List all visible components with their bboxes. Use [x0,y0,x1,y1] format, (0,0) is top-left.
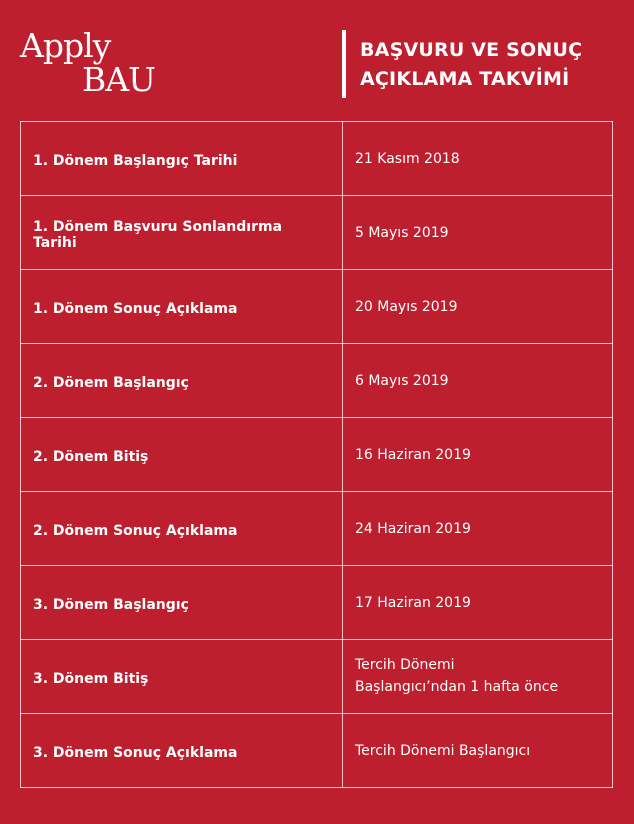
row-value: 21 Kasım 2018 [343,122,613,196]
logo-line-apply: Apply [20,26,111,65]
row-value: 6 Mayıs 2019 [343,344,613,418]
header-divider [342,30,346,98]
table-row [21,122,613,196]
page-title [360,36,620,94]
row-value: 5 Mayıs 2019 [343,196,613,270]
row-value-line-2: Başlangıcı’ndan 1 hafta önce [355,679,559,695]
row-value: Tercih Dönemi Başlangıcı [343,714,613,788]
row-value: 16 Haziran 2019 [343,418,613,492]
row-label: 3. Dönem Başlangıç [21,566,343,640]
row-label: 1. Dönem Başlangıç Tarihi [21,122,343,196]
page-title-line-2: AÇIKLAMA TAKVİMİ [360,68,570,90]
schedule-table [20,121,613,788]
row-label: 1. Dönem Sonuç Açıklama [21,270,343,344]
row-label: 2. Dönem Sonuç Açıklama [21,492,343,566]
row-value [343,640,613,714]
row-label: 3. Dönem Sonuç Açıklama [21,714,343,788]
row-value: 20 Mayıs 2019 [343,270,613,344]
row-label: 1. Dönem Başvuru Sonlandırma Tarihi [21,196,343,270]
table-row [21,196,613,270]
table-row [21,492,613,566]
table-row [21,418,613,492]
row-value: 17 Haziran 2019 [343,566,613,640]
table-row [21,270,613,344]
table-row [21,344,613,418]
row-label: 3. Dönem Bitiş [21,640,343,714]
table-row [21,714,613,788]
row-label: 2. Dönem Başlangıç [21,344,343,418]
table-row [21,640,613,714]
row-value-line-1: Tercih Dönemi [355,657,455,673]
logo-line-bau: BAU [82,60,155,99]
page-title-line-1: BAŞVURU VE SONUÇ [360,39,583,61]
apply-bau-logo [20,28,170,100]
row-value: 24 Haziran 2019 [343,492,613,566]
row-label: 2. Dönem Bitiş [21,418,343,492]
table-row [21,566,613,640]
